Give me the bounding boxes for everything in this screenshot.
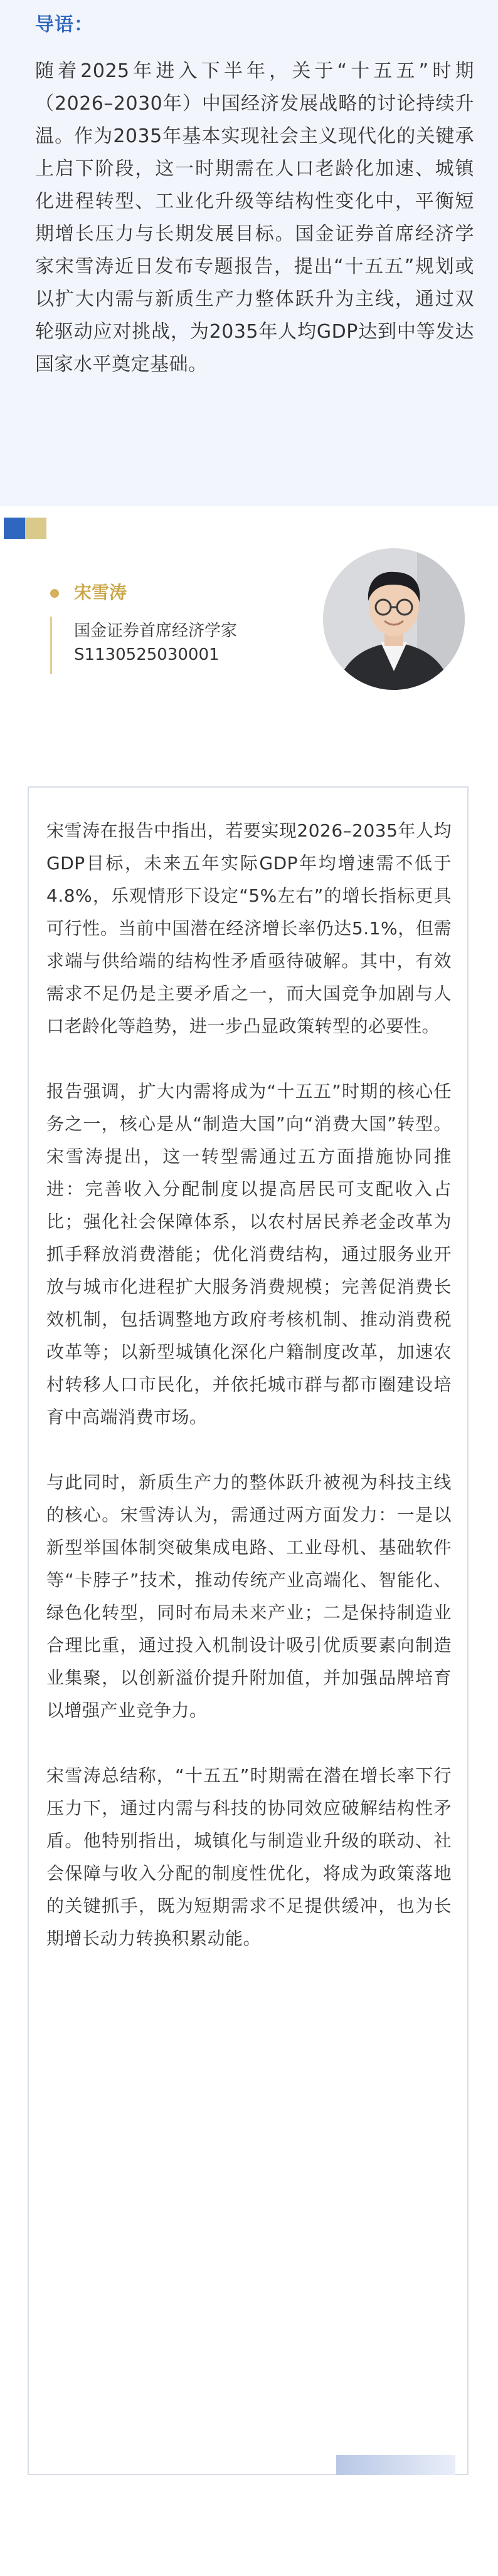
author-bullet-icon [50, 589, 59, 598]
author-divider [50, 617, 52, 674]
article-paragraph-2: 报告强调，扩大内需将成为“十五五”时期的核心任务之一，核心是从“制造大国”向“消费大国”转型。宋雪涛提出，这一转型需通过五方面措施协同推进：完善收入分配制度以提高居民可支配收入占比；强化社会保障体系，以农村居民养老金改革为抓手释放消费潜能；优化消费结构，通过服务业开放与城市化进程扩大服务消费规模；完善促消费长效机制，包括调整地方政府考核机制、推动消费税改革等；以新型城镇化深化户籍制度改革，加速农村转移人口市民化，并依托城市群与都市圈建设培育中高端消费市场。 [46, 1081, 452, 1427]
decor-square-gold [25, 518, 46, 539]
article-body [46, 815, 452, 1988]
author-license-number: S1130525030001 [74, 645, 220, 664]
intro-text: 随着2025年进入下半年，关于“十五五”时期（2026–2030年）中国经济发展战略的讨论持续升温。作为2035年基本实现社会主义现代化的关键承上启下阶段，这一时期需在人口老龄化加速、城镇化进程转型、工业化升级等结构性变化中，平衡短期增长压力与长期发展目标。国金证券首席经济学家宋雪涛近日发布专题报告，提出“十五五”规划或以扩大内需与新质生产力整体跃升为主线，通过双轮驱动应对挑战，为2035年人均GDP达到中等发达国家水平奠定基础。 [35, 60, 474, 375]
author-title: 国金证券首席经济学家 [74, 622, 238, 640]
author-name: 宋雪涛 [74, 582, 127, 603]
decor-gradient-bar [336, 2455, 455, 2475]
article-paragraph-1: 宋雪涛在报告中指出，若要实现2026–2035年人均GDP目标，未来五年实际GDP年均增速需不低于4.8%，乐观情形下设定“5%左右”的增长指标更具可行性。当前中国潜在经济增长率仍达5.1%，但需求端与供给端的结构性矛盾亟待破解。其中，有效需求不足仍是主要矛盾之一，而大国竞争加剧与人口老龄化等趋势，进一步凸显政策转型的必要性。 [46, 820, 452, 1036]
portrait-image [323, 548, 465, 690]
decor-square-blue [4, 518, 25, 539]
intro-section [0, 0, 498, 506]
article-paragraph-4: 宋雪涛总结称，“十五五”时期需在潜在增长率下行压力下，通过内需与科技的协同效应破解结构性矛盾。他特别指出，城镇化与制造业升级的联动、社会保障与收入分配的制度性优化，将成为政策落地的关键抓手，既为短期需求不足提供缓冲，也为长期增长动力转换积累动能。 [46, 1765, 452, 1949]
article-paragraph-3: 与此同时，新质生产力的整体跃升被视为科技主线的核心。宋雪涛认为，需通过两方面发力：一是以新型举国体制突破集成电路、工业母机、基础软件等“卡脖子”技术，推动传统产业高端化、智能化、绿色化转型，同时布局未来产业；二是保持制造业合理比重，通过投入机制设计吸引优质要素向制造业集聚，以创新溢价提升附加值，并加强品牌培育以增强产业竞争力。 [46, 1472, 452, 1721]
intro-heading: 导语： [35, 14, 93, 36]
author-avatar [323, 548, 465, 690]
